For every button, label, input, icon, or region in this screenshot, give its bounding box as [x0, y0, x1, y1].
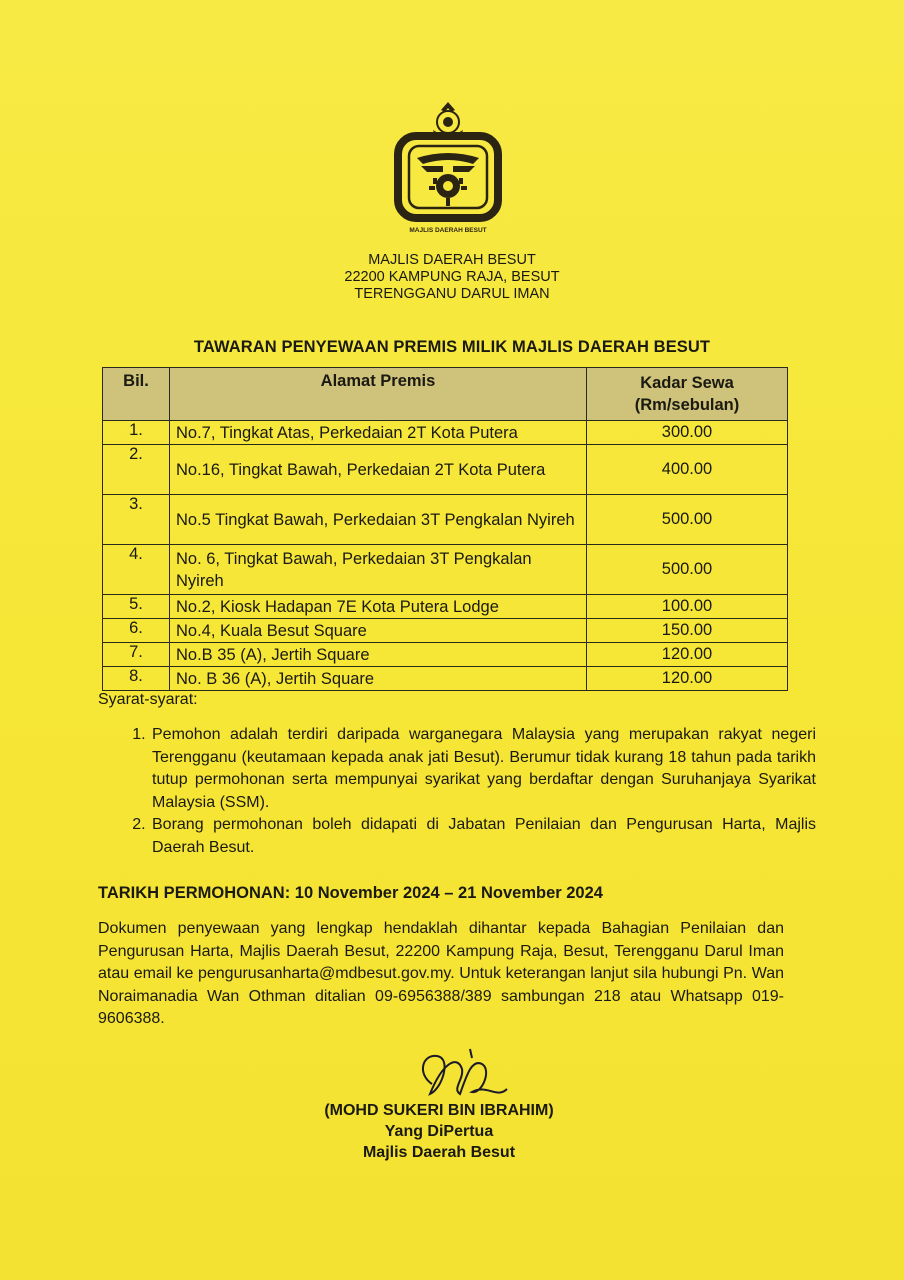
- address-line-2: 22200 KAMPUNG RAJA, BESUT: [344, 269, 560, 285]
- header-alamat: Alamat Premis: [170, 368, 587, 421]
- address-line-3: TERENGGANU DARUL IMAN: [354, 286, 550, 302]
- conditions-list: [118, 724, 816, 859]
- table-row: [103, 667, 788, 691]
- header-kadar-line1: Kadar Sewa: [640, 374, 734, 392]
- row-bil: 7.: [103, 643, 170, 667]
- row-bil: 2.: [103, 445, 170, 495]
- office-address: [0, 252, 904, 303]
- row-kadar: 500.00: [587, 545, 788, 595]
- signatory-block: [304, 1100, 574, 1163]
- row-bil: 3.: [103, 495, 170, 545]
- row-bil: 1.: [103, 421, 170, 445]
- table-row: [103, 445, 788, 495]
- table-row: [103, 643, 788, 667]
- list-item: 2. Borang permohonan boleh didapati di Jabatan Penilaian dan Pengurusan Harta, Majlis Daerah Besut.: [150, 814, 816, 859]
- row-kadar: 400.00: [587, 445, 788, 495]
- signatory-name: (MOHD SUKERI BIN IBRAHIM): [324, 1102, 554, 1119]
- table-header-row: [103, 368, 788, 421]
- conditions-label: Syarat-syarat:: [98, 691, 198, 708]
- premises-table: [102, 367, 788, 691]
- row-alamat: No.B 35 (A), Jertih Square: [170, 643, 587, 667]
- row-alamat: No.4, Kuala Besut Square: [170, 619, 587, 643]
- row-alamat: No.5 Tingkat Bawah, Perkedaian 3T Pengkalan Nyireh: [170, 495, 587, 545]
- row-alamat: No. B 36 (A), Jertih Square: [170, 667, 587, 691]
- table-row: [103, 421, 788, 445]
- application-dates: TARIKH PERMOHONAN: 10 November 2024 – 21 November 2024: [98, 884, 603, 902]
- list-item: 1. Pemohon adalah terdiri daripada warganegara Malaysia yang merupakan rakyat negeri Terengganu (keutamaan kepada anak jati Besut). Berumur tidak kurang 18 tahun pada tarikh tutup permohonan serta mempunyai syarikat yang berdaftar dengan Suruhanjaya Syarikat Malaysia (SSM).: [150, 724, 816, 814]
- row-kadar: 500.00: [587, 495, 788, 545]
- submission-instructions: Dokumen penyewaan yang lengkap hendaklah dihantar kepada Bahagian Penilaian dan Pengurusan Harta, Majlis Daerah Besut, 22200 Kampung Raja, Besut, Terengganu Darul Iman atau email ke pengurusanharta@mdbesut.gov.my. Untuk keterangan lanjut sila hubungi Pn. Wan Noraimanadia Wan Othman ditalian 09-6956388/389 sambungan 218 atau Whatsapp 019-9606388.: [98, 920, 784, 1027]
- row-kadar: 300.00: [587, 421, 788, 445]
- table-row: [103, 495, 788, 545]
- header-kadar: [587, 368, 788, 421]
- row-kadar: 100.00: [587, 595, 788, 619]
- row-kadar: 120.00: [587, 667, 788, 691]
- row-kadar: 150.00: [587, 619, 788, 643]
- row-bil: 6.: [103, 619, 170, 643]
- logo-caption: MAJLIS DAERAH BESUT: [409, 227, 487, 234]
- row-bil: 4.: [103, 545, 170, 595]
- header-kadar-line2: (Rm/sebulan): [634, 396, 740, 414]
- table-row: [103, 595, 788, 619]
- table-row: [103, 545, 788, 595]
- signatory-position: Yang DiPertua: [384, 1123, 494, 1140]
- table-row: [103, 619, 788, 643]
- row-alamat: No.16, Tingkat Bawah, Perkedaian 2T Kota Putera: [170, 445, 587, 495]
- row-bil: 5.: [103, 595, 170, 619]
- row-alamat: No.7, Tingkat Atas, Perkedaian 2T Kota Putera: [170, 421, 587, 445]
- header-bil: Bil.: [103, 368, 170, 421]
- row-alamat: No.2, Kiosk Hadapan 7E Kota Putera Lodge: [170, 595, 587, 619]
- majlis-daerah-besut-crest-icon: [393, 100, 503, 236]
- address-line-1: MAJLIS DAERAH BESUT: [368, 252, 536, 268]
- document-title: TAWARAN PENYEWAAN PREMIS MILIK MAJLIS DAERAH BESUT: [193, 338, 711, 356]
- row-kadar: 120.00: [587, 643, 788, 667]
- signatory-organisation: Majlis Daerah Besut: [362, 1144, 516, 1161]
- row-alamat: No. 6, Tingkat Bawah, Perkedaian 3T Pengkalan Nyireh: [170, 545, 587, 595]
- row-bil: 8.: [103, 667, 170, 691]
